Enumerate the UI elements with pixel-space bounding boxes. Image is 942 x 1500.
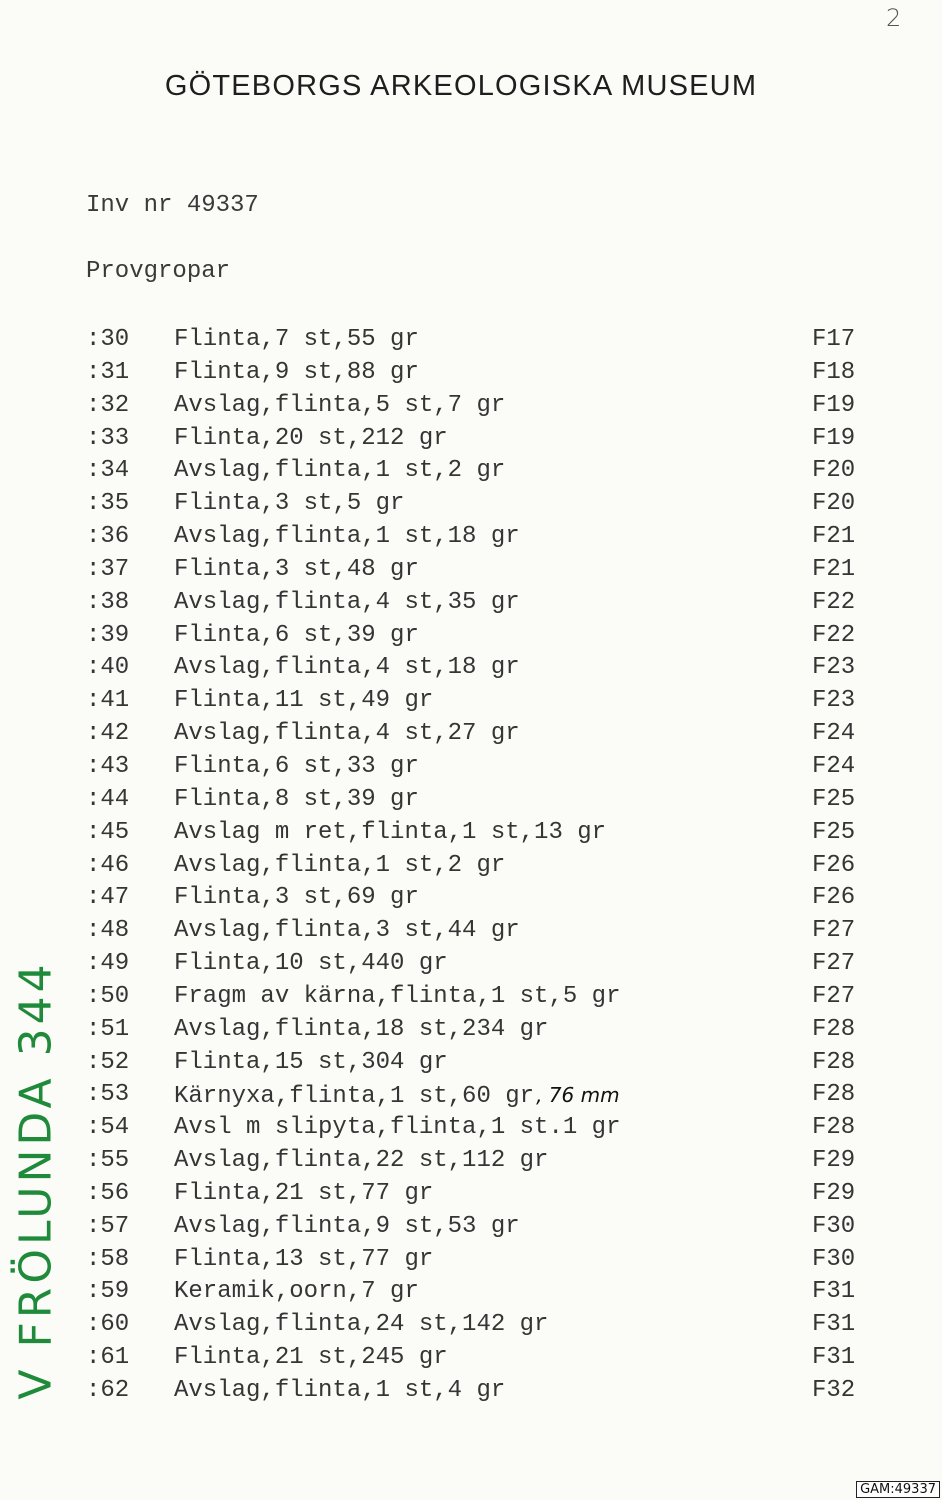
find-code: F23: [812, 654, 856, 682]
item-description-text: Flinta,8 st,39 gr: [174, 785, 419, 813]
item-description: [174, 1014, 548, 1046]
find-code: F31: [812, 1278, 856, 1306]
find-code: F18: [812, 358, 856, 386]
item-description-text: Flinta,9 st,88 gr: [174, 358, 419, 386]
item-number: :47: [86, 884, 130, 912]
find-code: F22: [812, 621, 856, 649]
item-description-text: Avslag,flinta,1 st,4 gr: [174, 1377, 506, 1404]
list-item: [0, 455, 942, 488]
list-item: [0, 784, 942, 817]
item-description: [174, 1178, 433, 1210]
find-code: F27: [812, 950, 856, 978]
item-number: :53: [86, 1081, 130, 1109]
item-description-text: Flinta,15 st,304 gr: [174, 1048, 448, 1076]
item-description-text: Flinta,20 st,212 gr: [174, 424, 448, 452]
item-description: [174, 850, 505, 882]
item-description-text: Keramik,oorn,7 gr: [174, 1278, 419, 1306]
item-number: :34: [86, 457, 130, 485]
item-description-text: Avslag,flinta,4 st,35 gr: [174, 588, 520, 616]
section-subtitle: Provgropar: [86, 258, 231, 285]
item-number: :44: [86, 785, 130, 813]
item-number: :41: [86, 687, 130, 715]
list-item: [0, 357, 942, 390]
item-description-text: Fragm av kärna,flinta,1 st,5 gr: [174, 982, 621, 1010]
item-number: :52: [86, 1048, 130, 1076]
item-description-text: Avslag,flinta,24 st,142 gr: [174, 1311, 549, 1339]
item-description-text: Kärnyxa,flinta,1 st,60 gr: [174, 1083, 535, 1111]
item-number: :38: [86, 588, 130, 616]
item-number: :45: [86, 818, 130, 846]
item-description-text: Avslag,flinta,4 st,27 gr: [174, 720, 520, 748]
item-description-text: Flinta,21 st,245 gr: [174, 1344, 448, 1372]
item-description: [174, 652, 520, 684]
item-number: :56: [86, 1179, 130, 1207]
find-code: F22: [812, 588, 856, 616]
item-description: [174, 784, 419, 816]
list-item: [0, 1309, 942, 1342]
item-description: [174, 390, 505, 422]
item-description: [174, 685, 433, 717]
list-item: [0, 1047, 942, 1080]
item-description-text: Flinta,6 st,39 gr: [174, 621, 419, 649]
list-item: [0, 324, 942, 357]
item-description-text: Flinta,13 st,77 gr: [174, 1245, 434, 1273]
list-item: [0, 685, 942, 718]
item-description-text: Flinta,21 st,77 gr: [174, 1179, 434, 1207]
item-description: [174, 981, 620, 1013]
item-number: :39: [86, 621, 130, 649]
item-description: [174, 915, 520, 947]
item-description-text: Avslag,flinta,1 st,2 gr: [174, 851, 506, 879]
list-item: [0, 1014, 942, 1047]
list-item: [0, 587, 942, 620]
find-code: F25: [812, 785, 856, 813]
item-description-text: Avslag,flinta,1 st,2 gr: [174, 457, 506, 485]
page-number: 2: [886, 4, 902, 32]
item-description-text: Avslag,flinta,9 st,53 gr: [174, 1212, 520, 1240]
list-item: [0, 620, 942, 653]
item-description: [174, 948, 448, 980]
list-item: [0, 390, 942, 423]
list-item: [0, 652, 942, 685]
item-number: :30: [86, 326, 130, 353]
item-number: :46: [86, 851, 130, 879]
item-description: [174, 488, 404, 520]
find-list: [0, 324, 942, 1408]
item-description-text: Avslag,flinta,4 st,18 gr: [174, 654, 520, 682]
item-description: [174, 751, 419, 783]
item-description: [174, 882, 419, 914]
find-code: F26: [812, 884, 856, 912]
handwritten-site-annotation: V FRÖLUNDA 344: [10, 960, 62, 1400]
item-number: :31: [86, 358, 130, 386]
list-item: [0, 1342, 942, 1375]
list-item: [0, 1145, 942, 1178]
item-description: [174, 1112, 620, 1144]
find-code: F30: [812, 1245, 856, 1273]
list-item: [0, 882, 942, 915]
find-code: F28: [812, 1081, 856, 1109]
item-number: :55: [86, 1147, 130, 1175]
item-number: :58: [86, 1245, 130, 1273]
item-description: [174, 1309, 548, 1341]
item-number: :37: [86, 555, 130, 583]
list-item: [0, 521, 942, 554]
museum-header: GÖTEBORGS ARKEOLOGISKA MUSEUM: [164, 70, 758, 102]
find-code: F19: [812, 424, 856, 452]
list-item: [0, 1079, 942, 1112]
item-description-text: Avslag,flinta,3 st,44 gr: [174, 917, 520, 945]
item-description: [174, 324, 419, 356]
item-number: :62: [86, 1377, 130, 1404]
item-description: [174, 1079, 620, 1113]
item-description-text: Avslag m ret,flinta,1 st,13 gr: [174, 818, 607, 846]
list-item: [0, 488, 942, 521]
item-description: [174, 587, 520, 619]
item-description-text: Flinta,3 st,69 gr: [174, 884, 419, 912]
list-item: [0, 1112, 942, 1145]
find-code: F27: [812, 917, 856, 945]
item-number: :61: [86, 1344, 130, 1372]
find-code: F25: [812, 818, 856, 846]
item-number: :36: [86, 523, 130, 551]
item-number: :49: [86, 950, 130, 978]
find-code: F20: [812, 457, 856, 485]
item-description: [174, 455, 505, 487]
list-item: [0, 718, 942, 751]
list-item: [0, 817, 942, 850]
item-description: [174, 554, 419, 586]
item-description-text: Flinta,7 st,55 gr: [174, 326, 419, 353]
find-code: F26: [812, 851, 856, 879]
find-code: F21: [812, 523, 856, 551]
list-item: [0, 1244, 942, 1277]
item-number: :43: [86, 752, 130, 780]
item-number: :42: [86, 720, 130, 748]
find-code: F19: [812, 391, 856, 419]
list-item: [0, 751, 942, 784]
item-description: [174, 1145, 548, 1177]
list-item: [0, 1375, 942, 1408]
item-description: [174, 1244, 433, 1276]
find-code: F28: [812, 1048, 856, 1076]
item-description: [174, 1375, 505, 1407]
list-item: [0, 1178, 942, 1211]
item-description-text: Avslag,flinta,5 st,7 gr: [174, 391, 506, 419]
inventory-number: Inv nr 49337: [86, 192, 259, 219]
item-description: [174, 1047, 448, 1079]
archive-tag: GAM:49337: [856, 1481, 940, 1498]
list-item: [0, 1211, 942, 1244]
list-item: [0, 423, 942, 456]
find-code: F27: [812, 982, 856, 1010]
item-number: :60: [86, 1311, 130, 1339]
item-description: [174, 1211, 520, 1243]
find-code: F28: [812, 1015, 856, 1043]
find-code: F20: [812, 490, 856, 518]
item-number: :40: [86, 654, 130, 682]
item-number: :59: [86, 1278, 130, 1306]
item-description-text: Flinta,3 st,5 gr: [174, 490, 405, 518]
item-description-text: Avslag,flinta,22 st,112 gr: [174, 1147, 549, 1175]
item-description-text: Flinta,6 st,33 gr: [174, 752, 419, 780]
find-code: F24: [812, 752, 856, 780]
find-code: F31: [812, 1344, 856, 1372]
item-number: :54: [86, 1114, 130, 1142]
item-description-text: Avsl m slipyta,flinta,1 st.1 gr: [174, 1114, 621, 1142]
item-number: :48: [86, 917, 130, 945]
handwritten-note: , 76 mm: [536, 1083, 620, 1108]
find-code: F17: [812, 326, 856, 353]
find-code: F29: [812, 1179, 856, 1207]
item-description: [174, 521, 520, 553]
list-item: [0, 981, 942, 1014]
item-description: [174, 1276, 419, 1308]
list-item: [0, 915, 942, 948]
list-item: [0, 1276, 942, 1309]
find-code: F24: [812, 720, 856, 748]
item-description-text: Avslag,flinta,18 st,234 gr: [174, 1015, 549, 1043]
item-number: :50: [86, 982, 130, 1010]
find-code: F29: [812, 1147, 856, 1175]
item-description: [174, 357, 419, 389]
item-description: [174, 817, 606, 849]
item-number: :57: [86, 1212, 130, 1240]
find-code: F28: [812, 1114, 856, 1142]
item-number: :32: [86, 391, 130, 419]
list-item: [0, 948, 942, 981]
item-description: [174, 1342, 448, 1374]
item-description-text: Flinta,11 st,49 gr: [174, 687, 434, 715]
item-description-text: Avslag,flinta,1 st,18 gr: [174, 523, 520, 551]
find-code: F23: [812, 687, 856, 715]
item-description-text: Flinta,10 st,440 gr: [174, 950, 448, 978]
find-code: F21: [812, 555, 856, 583]
find-code: F32: [812, 1377, 856, 1404]
item-description-text: Flinta,3 st,48 gr: [174, 555, 419, 583]
list-item: [0, 850, 942, 883]
item-number: :35: [86, 490, 130, 518]
item-number: :51: [86, 1015, 130, 1043]
item-description: [174, 620, 419, 652]
find-code: F30: [812, 1212, 856, 1240]
list-item: [0, 554, 942, 587]
item-number: :33: [86, 424, 130, 452]
item-description: [174, 423, 448, 455]
item-description: [174, 718, 520, 750]
find-code: F31: [812, 1311, 856, 1339]
